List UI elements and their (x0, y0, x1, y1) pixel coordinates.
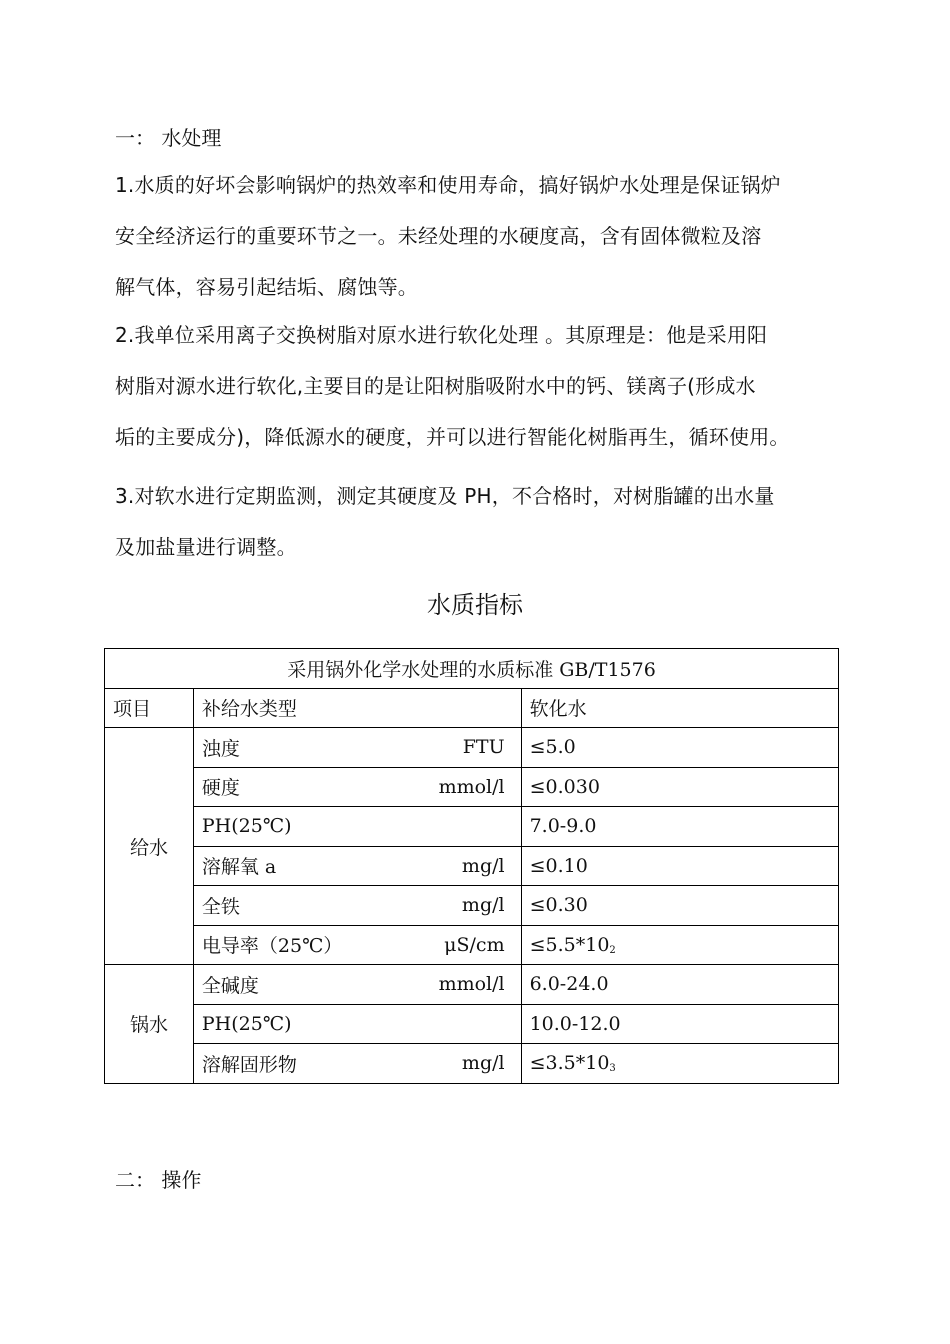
paragraph-line: 安全经济运行的重要环节之一。未经处理的水硬度高，含有固体微粒及溶 (115, 224, 762, 248)
item-name: 全碱度 (201, 974, 259, 997)
table-caption-row (105, 649, 839, 689)
item-cell (193, 886, 521, 926)
item-name: PH(25℃) (201, 1012, 292, 1035)
paragraph-1 (115, 160, 837, 313)
paragraph-line: 1.水质的好坏会影响锅炉的热效率和使用寿命，搞好锅炉水处理是保证锅炉 (115, 173, 781, 197)
item-name: 溶解固形物 (201, 1053, 297, 1076)
item-cell (193, 728, 521, 768)
item-unit: mg/l (461, 854, 505, 877)
item-cell (193, 1044, 521, 1084)
paragraph-3 (115, 471, 837, 573)
table-row (105, 925, 839, 965)
item-cell (193, 1004, 521, 1044)
header-cell: 补给水类型 (193, 688, 521, 728)
table-row (105, 965, 839, 1005)
value-cell: ≤5.0 (521, 728, 838, 768)
item-unit: mmol/l (438, 973, 505, 996)
item-cell (193, 965, 521, 1005)
value-text: ≤3.5*10 (529, 1052, 610, 1075)
value-cell: ≤0.30 (521, 886, 838, 926)
item-cell (193, 846, 521, 886)
table-row (105, 846, 839, 886)
header-cell: 软化水 (521, 688, 838, 728)
item-name: 溶解氧 a (201, 856, 277, 879)
header-cell: 项目 (105, 688, 194, 728)
water-quality-table (104, 648, 839, 1084)
item-name: 浊度 (201, 737, 240, 760)
paragraph-line: 及加盐量进行调整。 (115, 535, 297, 559)
value-cell: ≤0.030 (521, 767, 838, 807)
paragraph-line: 垢的主要成分)，降低源水的硬度，并可以进行智能化树脂再生，循环使用。 (115, 425, 790, 449)
item-unit: μS/cm (444, 933, 505, 956)
table-title: 水质指标 (427, 591, 523, 619)
section-heading-water-treatment: 一： 水处理 (115, 126, 222, 150)
value-exponent: 2 (609, 944, 616, 956)
paragraph-line: 2.我单位采用离子交换树脂对原水进行软化处理 。其原理是：他是采用阳 (115, 323, 768, 347)
group-cell-feedwater: 给水 (105, 728, 194, 965)
table-row (105, 728, 839, 768)
item-cell (193, 767, 521, 807)
item-unit: mg/l (461, 1052, 505, 1075)
value-text: ≤5.5*10 (529, 933, 610, 956)
section-heading-operation: 二： 操作 (115, 1168, 202, 1192)
value-cell: 10.0-12.0 (521, 1004, 838, 1044)
paragraph-2 (115, 310, 837, 463)
item-name: PH(25℃) (201, 815, 292, 838)
table-header-row (105, 688, 839, 728)
table-row (105, 1044, 839, 1084)
item-name: 全铁 (201, 895, 240, 918)
value-exponent: 3 (609, 1063, 616, 1075)
paragraph-line: 树脂对源水进行软化,主要目的是让阳树脂吸附水中的钙、镁离子(形成水 (115, 374, 756, 398)
paragraph-line: 3.对软水进行定期监测，测定其硬度及 PH，不合格时，对树脂罐的出水量 (115, 484, 775, 508)
item-unit: mmol/l (438, 775, 505, 798)
item-name: 电导率（25℃） (201, 935, 343, 958)
item-cell (193, 925, 521, 965)
value-cell: ≤0.10 (521, 846, 838, 886)
table-caption: 采用锅外化学水处理的水质标准 GB/T1576 (105, 649, 839, 689)
table-row (105, 886, 839, 926)
paragraph-line: 解气体，容易引起结垢、腐蚀等。 (115, 275, 418, 299)
value-cell: 6.0-24.0 (521, 965, 838, 1005)
table-row (105, 1004, 839, 1044)
item-name: 硬度 (201, 777, 240, 800)
group-cell-boiler-water: 锅水 (105, 965, 194, 1084)
table-row (105, 767, 839, 807)
table-row (105, 807, 839, 847)
item-unit: mg/l (461, 894, 505, 917)
value-cell: 7.0-9.0 (521, 807, 838, 847)
value-cell (521, 1044, 838, 1084)
value-cell (521, 925, 838, 965)
item-cell (193, 807, 521, 847)
item-unit: FTU (462, 736, 505, 759)
